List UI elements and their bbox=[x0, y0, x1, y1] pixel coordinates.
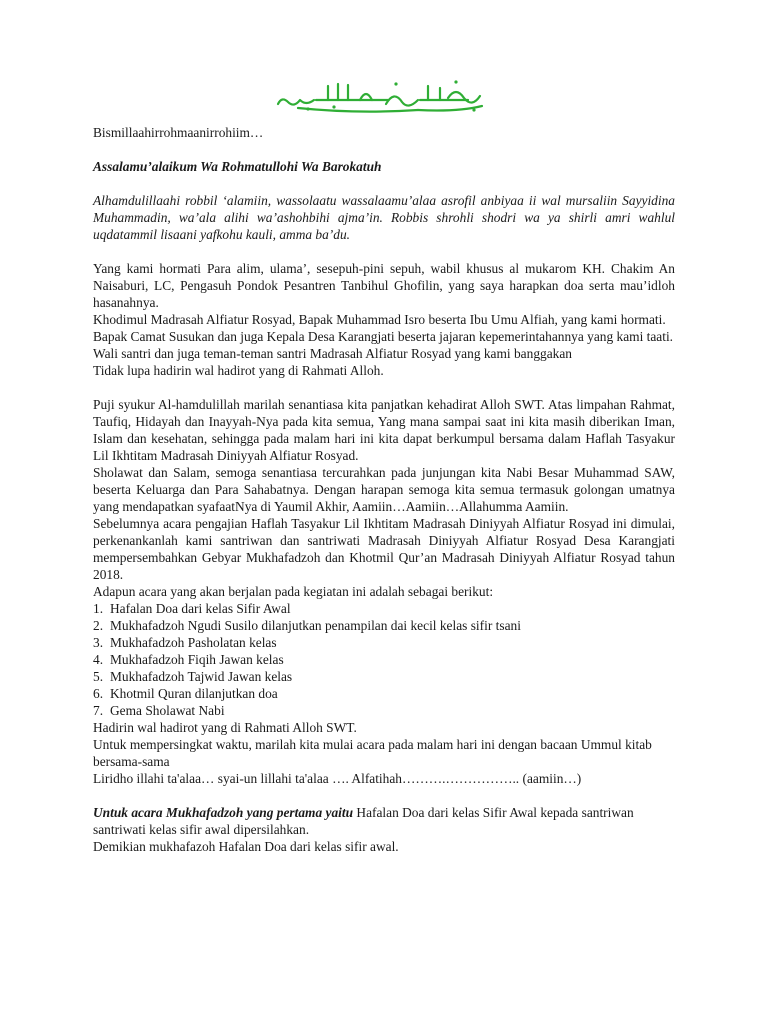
body-paragraph: Puji syukur Al-hamdulillah marilah senantiasa kita panjatkan kehadirat Alloh SWT. Atas limpahan Rahmat, Taufiq, Hidayah dan Inayyah-Nya pada kita semua, Yang mana sampai saat ini kita masih diberikan Iman, Islam dan kesehatan, sehingga pada malam hari ini kita dapat berkumpul bersama dalam Haflah Tasyakur Lil Ikhtitam Madrasah Diniyyah Alfiatur Rosyad. bbox=[93, 397, 675, 463]
body-paragraph: Adapun acara yang akan berjalan pada kegiatan ini adalah sebagai berikut: bbox=[93, 584, 494, 599]
body-paragraph: Sebelumnya acara pengajian Haflah Tasyakur Lil Ikhtitam Madrasah Diniyyah Alfiatur Rosyad ini dimulai, perkenankanlah kami santriwan dan santriwati Madrasah Diniyyah Alfiatur Rosyad Desa Karangjati mempersembahkan Gebyar Mukhafadzoh dan Khotmil Qur’an Madrasah Diniyyah Alfiatur Rosyad tahun 2018. bbox=[93, 516, 675, 582]
respect-line: Tidak lupa hadirin wal hadirot yang di Rahmati Alloh. bbox=[93, 363, 384, 378]
after-list-line: Hadirin wal hadirot yang di Rahmati Alloh SWT. bbox=[93, 720, 357, 735]
respect-line: Khodimul Madrasah Alfiatur Rosyad, Bapak Muhammad Isro beserta Ibu Umu Alfiah, yang kami hormati. bbox=[93, 312, 666, 327]
respect-line: Yang kami hormati Para alim, ulama’, sesepuh-pini sepuh, wabil khusus al mukarom KH. Chakim An Naisaburi, LC, Pengasuh Pondok Pesantren Tanbihul Ghofilin, yang saya harapkan doa serta mau’idloh hasanahnya. bbox=[93, 261, 675, 310]
basmalah-calligraphy-icon bbox=[268, 76, 490, 116]
respect-line: Bapak Camat Susukan dan juga Kepala Desa Karangjati beserta jajaran kepemerintahannya yang kami taati. bbox=[93, 329, 674, 344]
agenda-item: 6. Khotmil Quran dilanjutkan doa bbox=[93, 686, 278, 701]
agenda-item: 3. Mukhafadzoh Pasholatan kelas bbox=[93, 635, 277, 650]
document-body bbox=[93, 124, 675, 855]
closing-paragraph bbox=[93, 804, 675, 838]
agenda-list bbox=[93, 600, 675, 719]
closing-last: Demikian mukhafazoh Hafalan Doa dari kelas sifir awal. bbox=[93, 839, 399, 854]
closing-text: Hafalan Doa dari kelas Sifir Awal kepada santriwan santriwati kelas sifir awal dipersilahkan. bbox=[93, 805, 634, 837]
agenda-item: 1. Hafalan Doa dari kelas Sifir Awal bbox=[93, 601, 291, 616]
body-paragraph: Sholawat dan Salam, semoga senantiasa tercurahkan pada junjungan kita Nabi Besar Muhammad SAW, beserta Keluarga dan Para Sahabatnya. Dengan harapan semoga kita semua termasuk golongan umatnya yang mendapatkan syafaatNya di Yaumil Akhir, Aamiin…Aamiin…Allahumma Aamiin. bbox=[93, 465, 675, 514]
agenda-item: 5. Mukhafadzoh Tajwid Jawan kelas bbox=[93, 669, 293, 684]
agenda-item: 2. Mukhafadzoh Ngudi Susilo dilanjutkan penampilan dai kecil kelas sifir tsani bbox=[93, 618, 521, 633]
after-list-line: Liridho illahi ta'alaa… syai-un lillahi ta'alaa …. Alfatihah……….…………….. (aamiin…) bbox=[93, 771, 582, 786]
hamdalah-paragraph: Alhamdulillaahi robbil ‘alamiin, wassolaatu wassalaamu’alaa asrofil anbiyaa ii wal mursaliin Sayyidina Muhammadin, wa’ala alihi wa’ashohbihi ajma’in. Robbis shrohli shodri wa ya shirli amri wahlul uqdatammil lisaani yafkohu kauli, amma ba’du. bbox=[93, 193, 675, 242]
closing-emphasis: Untuk acara Mukhafadzoh yang pertama yaitu bbox=[93, 805, 354, 820]
respect-line: Wali santri dan juga teman-teman santri Madrasah Alfiatur Rosyad yang kami banggakan bbox=[93, 346, 572, 361]
greeting-open: Bismillaahirrohmaanirrohiim… bbox=[93, 125, 264, 140]
after-list-line: Untuk mempersingkat waktu, marilah kita mulai acara pada malam hari ini dengan bacaan Ummul kitab bersama-sama bbox=[93, 737, 652, 769]
salam-heading: Assalamu’alaikum Wa Rohmatullohi Wa Barokatuh bbox=[93, 159, 382, 174]
agenda-item: 7. Gema Sholawat Nabi bbox=[93, 703, 225, 718]
agenda-item: 4. Mukhafadzoh Fiqih Jawan kelas bbox=[93, 652, 284, 667]
